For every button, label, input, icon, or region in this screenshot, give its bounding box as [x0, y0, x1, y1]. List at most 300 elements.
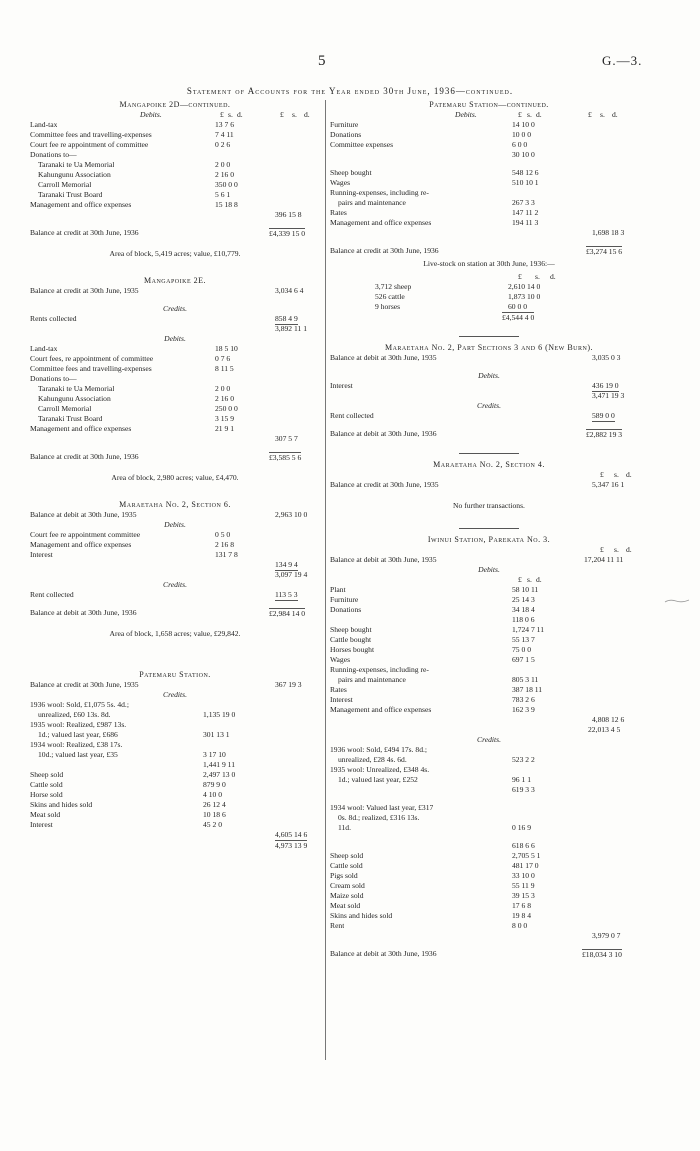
- inner-amount: 301 13 1: [203, 730, 230, 739]
- outer-amount: 3,471 19 3: [592, 391, 625, 400]
- outer-amount: 396 15 8: [275, 210, 302, 219]
- row-label: Sheep sold: [30, 770, 64, 779]
- inner-amount: 4 10 0: [203, 790, 222, 799]
- outer-amount: £3,585 5 6: [269, 453, 302, 462]
- inner-amount: 5 6 1: [215, 190, 231, 199]
- ledger-row: [330, 813, 648, 823]
- row-label: Balance at debit at 30th June, 1935: [330, 555, 437, 564]
- livestock-value: 2,610 14 0: [508, 282, 541, 291]
- inner-amount: 387 18 11: [512, 685, 543, 694]
- row-label: Donations: [330, 605, 362, 614]
- ledger-row: [330, 595, 648, 605]
- row-label: Skins and hides sold: [30, 800, 93, 809]
- row-label: Rates: [330, 685, 347, 694]
- currency-unit: s.: [527, 110, 532, 119]
- ledger-row: [30, 130, 320, 140]
- ledger-row: [30, 190, 320, 200]
- ledger-row: [30, 830, 320, 840]
- inner-amount: 75 0 0: [512, 645, 531, 654]
- ledger-row: [30, 210, 320, 220]
- livestock-row: [330, 282, 648, 292]
- ledger-row: [30, 790, 320, 800]
- row-label: Horse sold: [30, 790, 63, 799]
- currency-unit: s.: [600, 110, 605, 119]
- row-label: 1936 wool: Sold, £494 17s. 8d.;: [330, 745, 428, 754]
- ledger-row: [330, 911, 648, 921]
- row-label: Cattle sold: [330, 861, 363, 870]
- inner-amount: 510 10 1: [512, 178, 539, 187]
- ledger-row: [30, 374, 320, 384]
- row-label: Balance at credit at 30th June, 1935: [330, 480, 439, 489]
- row-label: Management and office expenses: [30, 540, 132, 549]
- currency-unit: d.: [612, 110, 618, 119]
- inner-amount: 1,135 19 0: [203, 710, 236, 719]
- outer-amount: 858 4 9: [275, 314, 298, 323]
- ledger-row: [330, 861, 648, 871]
- currency-unit: d.: [550, 272, 556, 281]
- row-label: Furniture: [330, 595, 359, 604]
- inner-amount: 118 0 6: [512, 615, 535, 624]
- row-label: Management and office expenses: [330, 705, 432, 714]
- inner-amount: 7 4 11: [215, 130, 234, 139]
- subheading: Debits.: [478, 565, 500, 574]
- ledger-row: [330, 675, 648, 685]
- inner-amount: 523 2 2: [512, 755, 535, 764]
- currency-header: [330, 545, 648, 555]
- inner-amount: 30 10 0: [512, 150, 535, 159]
- row-label: Balance at debit at 30th June, 1936: [330, 429, 437, 438]
- ledger-row: [330, 585, 648, 595]
- outer-amount: 4,605 14 6: [275, 830, 308, 839]
- subheading: Debits.: [455, 110, 477, 119]
- outer-amount: 2,963 10 0: [275, 510, 308, 519]
- inner-amount: 0 2 6: [215, 140, 231, 149]
- row-label: Meat sold: [30, 810, 61, 819]
- currency-unit: s.: [527, 575, 532, 584]
- row-label: Committee fees and travelling-expenses: [30, 364, 152, 373]
- inner-amount: 17 6 8: [512, 901, 531, 910]
- inner-amount: 3 15 9: [215, 414, 234, 423]
- ledger-row: [330, 841, 648, 851]
- ledger-row: [30, 720, 320, 730]
- row-label: 1936 wool: Sold, £1,075 5s. 4d.;: [30, 700, 129, 709]
- row-label: Balance at debit at 30th June, 1936: [330, 949, 437, 958]
- section-heading: Maraetaha No. 2, Section 4.: [433, 460, 545, 469]
- currency-unit: s.: [228, 110, 233, 119]
- inner-amount: 55 13 7: [512, 635, 535, 644]
- subheading: Debits.: [164, 520, 186, 529]
- inner-amount: 162 3 9: [512, 705, 535, 714]
- ledger-row: [30, 414, 320, 424]
- row-label: 10d.; valued last year, £35: [38, 750, 118, 759]
- ledger-row: [330, 931, 648, 941]
- livestock-value: 1,873 10 0: [508, 292, 541, 301]
- row-label: Land-tax: [30, 344, 58, 353]
- inner-amount: 618 6 6: [512, 841, 535, 850]
- ledger-row: [330, 891, 648, 901]
- ledger-row: [30, 434, 320, 444]
- row-label: Cream sold: [330, 881, 365, 890]
- outer-amount: 3,034 6 4: [275, 286, 304, 295]
- subheading: Credits.: [163, 304, 187, 313]
- ledger-row: [330, 411, 648, 421]
- inner-amount: 3 17 10: [203, 750, 226, 759]
- inner-amount: 2 16 0: [215, 394, 234, 403]
- ledger-row: [30, 120, 320, 130]
- ledger-row: [330, 695, 648, 705]
- inner-amount: 131 7 8: [215, 550, 238, 559]
- outer-amount: £4,339 15 0: [269, 229, 306, 238]
- balance-row: [30, 228, 320, 238]
- row-label: Rent collected: [330, 411, 374, 420]
- ledger-row: [330, 635, 648, 645]
- inner-amount: 0 7 6: [215, 354, 231, 363]
- section-heading: Patemaru Station—continued.: [429, 100, 549, 109]
- row-label: 0s. 8d.; realized, £316 13s.: [338, 813, 420, 822]
- subheading: Credits.: [163, 580, 187, 589]
- row-label: Management and office expenses: [30, 424, 132, 433]
- ledger-row: [330, 685, 648, 695]
- inner-amount: 18 5 10: [215, 344, 238, 353]
- row-label: Cattle bought: [330, 635, 372, 644]
- currency-unit: d.: [536, 110, 542, 119]
- row-label: Wages: [330, 655, 351, 664]
- row-label: Carroll Memorial: [38, 180, 92, 189]
- outer-amount: 367 19 3: [275, 680, 302, 689]
- ledger-row: [30, 314, 320, 324]
- inner-amount: 6 0 0: [512, 140, 528, 149]
- row-label: Running-expenses, including re-: [330, 188, 429, 197]
- currency-header: [330, 272, 648, 282]
- inner-amount: 194 11 3: [512, 218, 539, 227]
- row-label: Rent: [330, 921, 345, 930]
- ledger-row: [30, 180, 320, 190]
- outer-amount: £2,882 19 3: [586, 430, 623, 439]
- outer-amount: 589 0 0: [592, 411, 615, 420]
- ledger-row: [30, 404, 320, 414]
- ledger-row: [330, 655, 648, 665]
- row-label: Balance at debit at 30th June, 1935: [30, 510, 137, 519]
- inner-amount: 2 16 8: [215, 540, 234, 549]
- currency-unit: £: [518, 110, 522, 119]
- balance-row: [330, 555, 648, 565]
- inner-amount: 14 10 0: [512, 120, 535, 129]
- inner-amount: 26 12 4: [203, 800, 226, 809]
- row-label: Balance at credit at 30th June, 1936: [30, 228, 139, 237]
- ledger-row: [330, 188, 648, 198]
- inner-amount: 8 0 0: [512, 921, 528, 930]
- balance-row: [30, 608, 320, 618]
- section-heading: Mangapoike 2D—continued.: [119, 100, 231, 109]
- row-label: Rent collected: [30, 590, 74, 599]
- area-note: Area of block, 1,658 acres; value, £29,842.: [109, 629, 241, 638]
- page-number: 5: [318, 53, 326, 69]
- row-label: Balance at credit at 30th June, 1936: [30, 452, 139, 461]
- outer-amount: 436 19 0: [592, 381, 619, 390]
- row-label: unrealized, £60 13s. 8d.: [38, 710, 111, 719]
- row-label: Wages: [330, 178, 351, 187]
- currency-unit: d.: [536, 575, 542, 584]
- row-label: Court fee re appointment committee: [30, 530, 141, 539]
- document-code: G.—3.: [602, 53, 643, 68]
- ledger-row: [330, 901, 648, 911]
- ledger-row: [30, 384, 320, 394]
- outer-amount: 113 5 3: [275, 590, 298, 599]
- ledger-row: [330, 645, 648, 655]
- row-label: Court fee re appointment of committee: [30, 140, 149, 149]
- ledger-row: [330, 755, 648, 765]
- row-label: Carroll Memorial: [38, 404, 92, 413]
- row-label: Furniture: [330, 120, 359, 129]
- row-label: Balance at credit at 30th June, 1936: [330, 246, 439, 255]
- inner-amount: 2,497 13 0: [203, 770, 236, 779]
- inner-amount: 0 16 9: [512, 823, 531, 832]
- balance-row: [30, 452, 320, 462]
- ledger-row: [30, 800, 320, 810]
- ledger-row: [30, 530, 320, 540]
- inner-amount: 1,724 7 11: [512, 625, 544, 634]
- section-heading: Mangapoike 2E.: [144, 276, 206, 285]
- ledger-row: [330, 715, 648, 725]
- ledger-row: [30, 760, 320, 770]
- subheading: Debits.: [140, 110, 162, 119]
- ledger-row: [30, 730, 320, 740]
- inner-amount: 45 2 0: [203, 820, 222, 829]
- inner-amount: 805 3 11: [512, 675, 539, 684]
- currency-unit: s.: [614, 545, 619, 554]
- currency-unit: s.: [614, 470, 619, 479]
- row-label: Kahungunu Association: [38, 170, 111, 179]
- row-label: Management and office expenses: [330, 218, 432, 227]
- ledger-row: [330, 625, 648, 635]
- ledger-row: [330, 605, 648, 615]
- inner-amount: 0 5 0: [215, 530, 231, 539]
- subheading: Debits.: [478, 371, 500, 380]
- ledger-row: [30, 200, 320, 210]
- ledger-row: [330, 665, 648, 675]
- section-heading: Iwinui Station, Parekata No. 3.: [427, 535, 551, 544]
- outer-amount: 3,035 0 3: [592, 353, 621, 362]
- inner-amount: 33 10 0: [512, 871, 535, 880]
- currency-unit: d.: [304, 110, 310, 119]
- ledger-row: [330, 120, 648, 130]
- livestock-heading: Live-stock on station at 30th June, 1936:—: [423, 259, 555, 268]
- livestock-label: 9 horses: [375, 302, 401, 311]
- row-label: Cattle sold: [30, 780, 63, 789]
- ledger-row: [330, 198, 648, 208]
- balance-row: [330, 353, 648, 363]
- ledger-row: [30, 570, 320, 580]
- row-label: unrealized, £28 4s. 6d.: [338, 755, 407, 764]
- ledger-row: [30, 810, 320, 820]
- ledger-row: [330, 921, 648, 931]
- row-label: Interest: [30, 820, 53, 829]
- inner-amount: 21 9 1: [215, 424, 234, 433]
- row-label: Sheep bought: [330, 168, 372, 177]
- row-label: Rates: [330, 208, 347, 217]
- currency-unit: £: [280, 110, 284, 119]
- currency-unit: d.: [237, 110, 243, 119]
- row-label: Management and office expenses: [30, 200, 132, 209]
- inner-amount: 1,441 9 11: [203, 760, 235, 769]
- balance-row: [330, 429, 648, 439]
- section-separator: [459, 453, 519, 454]
- currency-header: [330, 575, 648, 585]
- ledger-row: [330, 381, 648, 391]
- inner-amount: 481 17 0: [512, 861, 539, 870]
- outer-amount: £2,984 14 0: [269, 609, 306, 618]
- outer-amount: 17,204 11 11: [584, 555, 624, 564]
- margin-mark: [664, 598, 690, 604]
- row-label: Balance at debit at 30th June, 1935: [330, 353, 437, 362]
- inner-amount: 25 14 3: [512, 595, 535, 604]
- subheading-row: [330, 110, 648, 120]
- row-label: Skins and hides sold: [330, 911, 393, 920]
- inner-amount: 548 12 6: [512, 168, 539, 177]
- ledger-row: [330, 725, 648, 735]
- ledger-row: [30, 560, 320, 570]
- ledger-row: [330, 208, 648, 218]
- outer-amount: 4,973 13 9: [275, 841, 308, 850]
- currency-unit: £: [600, 470, 604, 479]
- ledger-row: [30, 820, 320, 830]
- ledger-row: [330, 615, 648, 625]
- ledger-row: [330, 881, 648, 891]
- row-label: 1934 wool: Valued last year, £317: [330, 803, 434, 812]
- page-title: Statement of Accounts for the Year ended 30th June, 1936—continued.: [186, 86, 514, 96]
- livestock-value: 60 0 0: [508, 302, 527, 311]
- ledger-row: [330, 823, 648, 833]
- balance-row: [30, 286, 320, 296]
- left-column: [30, 100, 320, 850]
- outer-amount: 1,698 18 3: [592, 228, 625, 237]
- livestock-label: 3,712 sheep: [375, 282, 412, 291]
- inner-amount: 879 9 0: [203, 780, 226, 789]
- currency-unit: d.: [626, 545, 632, 554]
- outer-amount: 307 5 7: [275, 434, 298, 443]
- inner-amount: 2,705 5 1: [512, 851, 541, 860]
- row-label: Interest: [330, 695, 353, 704]
- ledger-row: [30, 170, 320, 180]
- subheading: Debits.: [164, 334, 186, 343]
- outer-amount: 5,347 16 1: [592, 480, 625, 489]
- ledger-row: [30, 354, 320, 364]
- area-note: Area of block, 5,419 acres; value, £10,779.: [109, 249, 241, 258]
- currency-unit: £: [220, 110, 224, 119]
- currency-unit: £: [518, 575, 522, 584]
- row-label: Kahungunu Association: [38, 394, 111, 403]
- row-label: Donations to—: [30, 374, 77, 383]
- row-label: Taranaki te Ua Memorial: [38, 384, 115, 393]
- ledger-row: [330, 851, 648, 861]
- balance-row: [30, 680, 320, 690]
- ledger-row: [330, 140, 648, 150]
- row-label: Horses bought: [330, 645, 375, 654]
- inner-amount: 58 10 11: [512, 585, 539, 594]
- column-divider: [325, 100, 326, 1060]
- section-separator: [459, 528, 519, 529]
- row-label: Committee expenses: [330, 140, 394, 149]
- livestock-row: [330, 302, 648, 312]
- livestock-label: 526 cattle: [375, 292, 405, 301]
- ledger-row: [30, 840, 320, 850]
- row-label: Maize sold: [330, 891, 364, 900]
- outer-amount: 3,979 0 7: [592, 931, 621, 940]
- currency-unit: £: [588, 110, 592, 119]
- row-label: Taranaki te Ua Memorial: [38, 160, 115, 169]
- balance-row: [330, 246, 648, 256]
- outer-amount: 3,892 11 1: [275, 324, 307, 333]
- inner-amount: 783 2 6: [512, 695, 535, 704]
- ledger-row: [330, 871, 648, 881]
- inner-amount: 10 18 6: [203, 810, 226, 819]
- inner-amount: 267 3 3: [512, 198, 535, 207]
- row-label: pairs and maintenance: [338, 198, 406, 207]
- row-label: 1935 wool: Realized, £987 13s.: [30, 720, 127, 729]
- ledger-row: [30, 700, 320, 710]
- right-column: [330, 100, 648, 959]
- outer-amount: £18,034 3 10: [582, 950, 622, 959]
- ledger-row: [30, 150, 320, 160]
- row-label: 11d.: [338, 823, 352, 832]
- inner-amount: 2 16 0: [215, 170, 234, 179]
- ledger-row: [330, 391, 648, 401]
- ledger-row: [30, 140, 320, 150]
- inner-amount: 8 11 5: [215, 364, 234, 373]
- ledger-row: [330, 178, 648, 188]
- section-separator: [459, 336, 519, 337]
- section-heading: Patemaru Station.: [139, 670, 211, 679]
- inner-amount: 34 18 4: [512, 605, 535, 614]
- ledger-row: [330, 168, 648, 178]
- inner-amount: 55 11 9: [512, 881, 535, 890]
- inner-amount: 250 0 0: [215, 404, 238, 413]
- row-label: Sheep sold: [330, 851, 364, 860]
- ledger-row: [30, 540, 320, 550]
- outer-amount: 4,808 12 6: [592, 715, 625, 724]
- ledger-row: [330, 130, 648, 140]
- ledger-row: [30, 344, 320, 354]
- ledger-row: [30, 324, 320, 334]
- ledger-row: [30, 160, 320, 170]
- ledger-row: [30, 750, 320, 760]
- ledger-row: [330, 705, 648, 715]
- livestock-total-row: [330, 312, 648, 322]
- row-label: Pigs sold: [330, 871, 358, 880]
- ledger-row: [330, 785, 648, 795]
- currency-unit: s.: [535, 272, 540, 281]
- outer-amount: 3,097 19 4: [275, 570, 308, 579]
- row-label: Donations: [330, 130, 362, 139]
- balance-row: [30, 510, 320, 520]
- row-label: Taranaki Trust Board: [38, 190, 103, 199]
- row-label: 1d.; valued last year, £252: [338, 775, 418, 784]
- ledger-row: [30, 424, 320, 434]
- row-label: pairs and maintenance: [338, 675, 406, 684]
- row-label: 1935 wool: Unrealized, £348 4s.: [330, 765, 430, 774]
- area-note: Area of block, 2,980 acres; value, £4,470.: [111, 473, 239, 482]
- ledger-row: [30, 740, 320, 750]
- livestock-row: [330, 292, 648, 302]
- row-label: 1d.; valued last year, £686: [38, 730, 118, 739]
- ledger-row: [30, 780, 320, 790]
- inner-amount: 10 0 0: [512, 130, 531, 139]
- currency-unit: s.: [292, 110, 297, 119]
- inner-amount: 96 1 1: [512, 775, 531, 784]
- subheading: Credits.: [163, 690, 187, 699]
- inner-amount: 147 11 2: [512, 208, 539, 217]
- currency-header: [330, 470, 648, 480]
